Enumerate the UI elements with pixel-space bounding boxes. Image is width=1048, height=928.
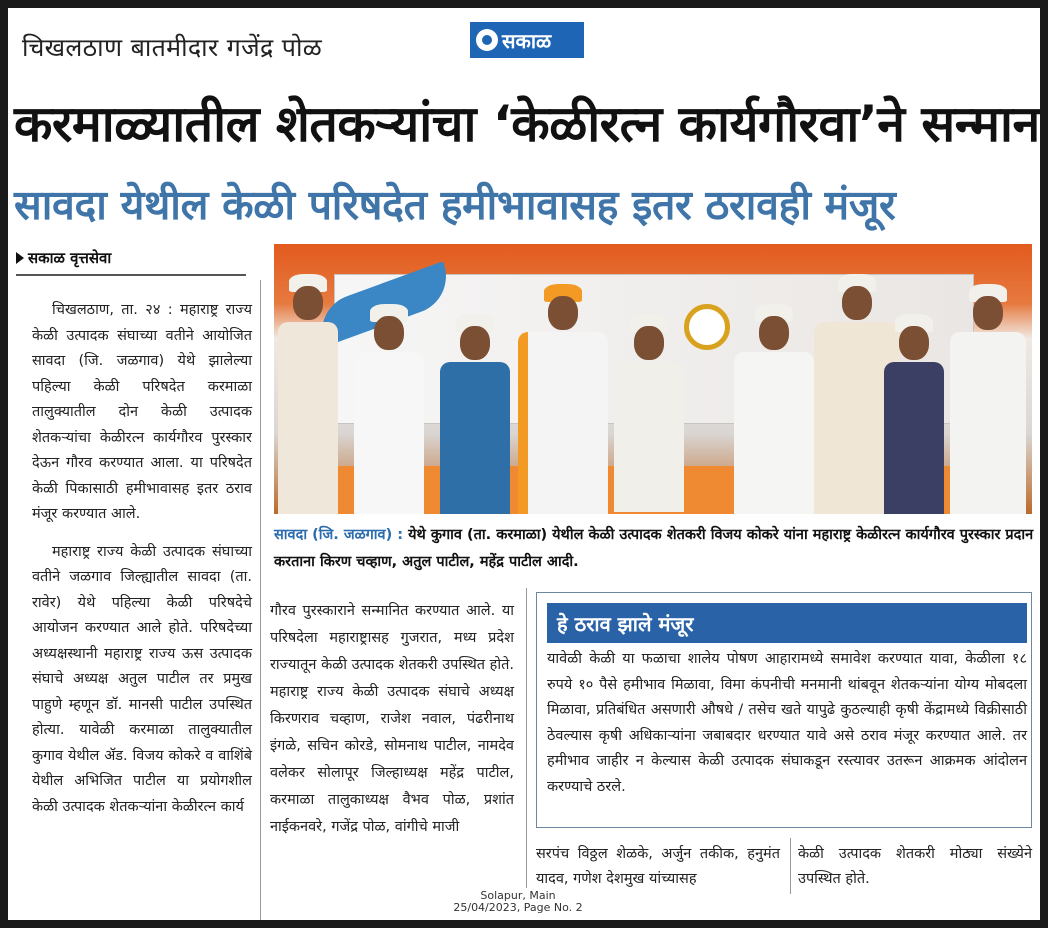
news-service-text: सकाळ वृत्तसेवा <box>28 249 112 267</box>
person-figure <box>734 304 814 514</box>
person-figure <box>278 274 338 514</box>
event-photo <box>274 244 1032 514</box>
headline: करमाळ्यातील शेतकऱ्यांचा ‘केळीरत्न कार्यगौरवा’ने सन्मान <box>14 95 1040 153</box>
triangle-bullet-icon <box>16 252 24 264</box>
column-divider <box>260 280 261 920</box>
person-figure <box>884 314 944 514</box>
emblem-icon <box>684 304 730 350</box>
news-service-label <box>16 248 246 276</box>
resolutions-box-title: हे ठराव झाले मंजूर <box>547 603 1027 643</box>
sakal-logo-text: सकाळ <box>502 28 552 53</box>
reporter-byline: चिखलठाण बातमीदार गजेंद्र पोळ <box>22 33 323 62</box>
photo-caption <box>274 522 1034 576</box>
person-figure <box>354 304 424 514</box>
article-column-4: केळी उत्पादक शेतकरी मोठ्या संख्येने उपस्थित होते. <box>798 846 1032 887</box>
edition-name: Solapur, Main <box>480 889 556 902</box>
edition-footer <box>448 890 588 914</box>
person-figure <box>614 314 684 512</box>
article-column-3: सरपंच विठ्ठल शेळके, अर्जुन तकीक, हनुमंत यादव, गणेश देशमुख यांच्यासह <box>536 846 780 887</box>
person-figure <box>440 314 510 514</box>
column-divider <box>790 838 791 894</box>
person-figure <box>950 284 1026 514</box>
column-divider <box>526 588 527 888</box>
newspaper-clipping <box>8 8 1040 920</box>
sakal-logo <box>470 22 584 58</box>
article-paragraph: महाराष्ट्र राज्य केळी उत्पादक संघाच्या वतीने जळगाव जिल्ह्यातील सावदा (ता. रावेर) येथे पहिल्या केळी परिषदेचे आयोजन करण्यात आले होते. परिषदेच्या अध्यक्षस्थानी महाराष्ट्र राज्य ऊस उत्पादक संघाचे अध्यक्ष अतुल पाटील तर प्रमुख पाहुणे म्हणून डॉ. मानसी पाटील उपस्थित होत्या. यावेळी करमाळा तालुक्यातील कुगाव येथील ॲड. विजय कोकरे व वाशिंबे येथील अभिजित पाटील या प्रयोगशील केळी उत्पादक शेतकऱ्यांना केळीरत्न कार्य <box>32 543 252 815</box>
resolutions-box <box>536 592 1032 828</box>
article-column-2: गौरव पुरस्काराने सन्मानित करण्यात आले. या परिषदेला महाराष्ट्रासह गुजरात, मध्य प्रदेश राज्यातून केळी उत्पादक शेतकरी उपस्थित होते. महाराष्ट्र राज्य केळी उत्पादक संघाचे अध्यक्ष किरणराव चव्हाण, राजेश नवाल, पंढरीनाथ इंगळे, सचिन कोरडे, सोमनाथ पाटील, नामदेव वलेकर सोलापूर जिल्हाध्यक्ष महेंद्र पाटील, करमाळा तालुकाध्यक्ष वैभव पोळ, प्रशांत नाईकनवरे, गजेंद्र पोळ, वांगीचे माजी <box>270 603 514 835</box>
caption-location: सावदा (जि. जळगाव) : <box>274 527 404 543</box>
article-paragraph: चिखलठाण, ता. २४ : महाराष्ट्र राज्य केळी उत्पादक संघाच्या वतीने आयोजित सावदा (जि. जळगाव) येथे झालेल्या पहिल्या केळी परिषदेत करमाळा तालुक्यातील दोन केळी उत्पादक शेतकऱ्यांचा केळीरत्न कार्यगौरव पुरस्कार देऊन गौरव करण्यात आला. या परिषदेत केळी पिकासाठी हमीभावासह इतर ठराव मंजूर करण्यात आले. <box>32 302 252 522</box>
sakal-seal-icon <box>476 29 498 51</box>
article-column-1 <box>32 298 252 820</box>
caption-text: येथे कुगाव (ता. करमाळा) येथील केळी उत्पादक शेतकरी विजय कोकरे यांना महाराष्ट्र केळीरत्न कार्यगौरव पुरस्कार प्रदान करताना किरण चव्हाण, अतुल पाटील, महेंद्र पाटील आदी. <box>274 527 1034 570</box>
subheadline: सावदा येथील केळी परिषदेत हमीभावासह इतर ठरावही मंजूर <box>14 181 896 229</box>
edition-date-page: 25/04/2023, Page No. 2 <box>453 901 583 914</box>
resolutions-box-text: यावेळी केळी या फळाचा शालेय पोषण आहारामध्ये समावेश करण्यात यावा, केळीला १८ रुपये १० पैसे हमीभाव मिळावा, विमा कंपनीची मनमानी थांबवून शेतकऱ्यांना योग्य मोबदला मिळावा, प्रतिबंधित असणारी औषधे / तसेच खते यापुढे कुठल्याही कृषी केंद्रामध्ये विक्रीसाठी ठेवल्यास कृषी अधिकाऱ्यांना जबाबदार धरण्यात यावे असे ठराव मंजूर करण्यात आले. तर हमीभाव जाहीर न केल्यास केळी उत्पादक संघाकडून रस्त्यावर उतरून आक्रमक आंदोलन करण्याचे ठरले. <box>547 651 1027 795</box>
person-figure <box>518 284 608 514</box>
